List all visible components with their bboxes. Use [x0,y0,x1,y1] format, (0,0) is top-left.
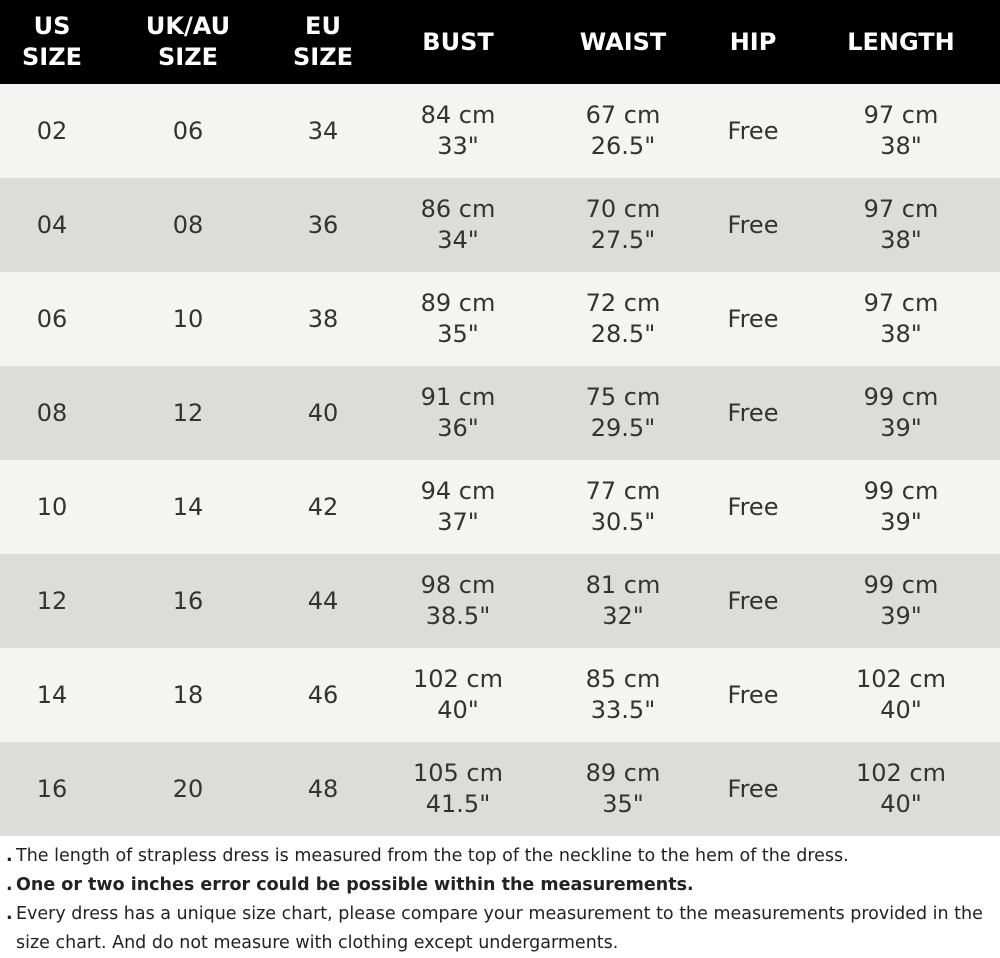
value-inch: 30.5" [590,508,656,536]
value-cm: 102 cm [855,759,946,787]
header-hip: HIP [729,27,777,56]
table-row [0,554,1000,648]
value-inch: 39" [880,602,922,630]
value-inch: 38" [880,226,922,254]
value-cm: 77 cm [585,477,661,505]
cell-uk-au-size: 08 [172,210,204,239]
header-waist: WAIST [579,27,667,56]
cell-bust [374,178,542,272]
value-inch: 40" [880,696,922,724]
value-inch: 39" [880,414,922,442]
table-row [0,648,1000,742]
cell-us-size: 02 [36,116,68,145]
value-inch: 38" [880,132,922,160]
cell-bust [374,554,542,648]
cell-eu-size: 44 [307,586,339,615]
value-inch: 41.5" [425,790,491,818]
value-cm: 70 cm [585,195,661,223]
value-inch: 38.5" [425,602,491,630]
cell-us-size: 12 [36,586,68,615]
note-text: Every dress has a unique size chart, please compare your measurement to the measurements provided in the size chart. And do not measure with clothing except undergarments. [16,904,983,953]
value-cm: 97 cm [863,195,939,223]
cell-waist [542,178,704,272]
cell-uk-au-size: 14 [172,492,204,521]
cell-hip: Free [727,398,779,427]
table-row [0,366,1000,460]
bullet: . [6,875,13,895]
cell-hip: Free [727,210,779,239]
cell-us-size: 08 [36,398,68,427]
value-cm: 97 cm [863,101,939,129]
cell-bust [374,648,542,742]
cell-length [802,366,1000,460]
value-inch: 34" [437,226,479,254]
header-us-size: US SIZE [21,12,82,71]
cell-eu-size: 38 [307,304,339,333]
cell-eu-size: 46 [307,680,339,709]
table-row [0,272,1000,366]
cell-length [802,648,1000,742]
value-inch: 40" [880,790,922,818]
value-inch: 38" [880,320,922,348]
value-inch: 29.5" [590,414,656,442]
cell-waist [542,460,704,554]
value-inch: 35" [602,790,644,818]
cell-waist [542,742,704,836]
note-strapless-length [6,842,996,871]
value-cm: 98 cm [420,571,496,599]
cell-hip: Free [727,586,779,615]
cell-bust [374,84,542,178]
header-uk-au-size: UK/AU SIZE [145,12,231,71]
value-inch: 33.5" [590,696,656,724]
cell-bust [374,460,542,554]
bullet: . [6,846,13,866]
cell-bust [374,742,542,836]
cell-waist [542,84,704,178]
cell-hip: Free [727,774,779,803]
value-cm: 102 cm [855,665,946,693]
value-cm: 99 cm [863,477,939,505]
cell-bust [374,366,542,460]
value-cm: 102 cm [412,665,503,693]
value-inch: 33" [437,132,479,160]
header-eu-size: EU SIZE [292,12,353,71]
value-inch: 28.5" [590,320,656,348]
cell-length [802,554,1000,648]
value-cm: 67 cm [585,101,661,129]
value-cm: 81 cm [585,571,661,599]
value-cm: 89 cm [420,289,496,317]
cell-eu-size: 40 [307,398,339,427]
table-row [0,178,1000,272]
cell-uk-au-size: 20 [172,774,204,803]
header-bust: BUST [422,27,494,56]
cell-us-size: 04 [36,210,68,239]
cell-bust [374,272,542,366]
value-cm: 99 cm [863,383,939,411]
value-inch: 37" [437,508,479,536]
cell-eu-size: 36 [307,210,339,239]
note-text: The length of strapless dress is measured from the top of the neckline to the hem of the dress. [16,846,849,866]
cell-us-size: 06 [36,304,68,333]
cell-us-size: 16 [36,774,68,803]
value-cm: 97 cm [863,289,939,317]
header-row [0,0,1000,84]
cell-length [802,84,1000,178]
table-row [0,742,1000,836]
value-cm: 99 cm [863,571,939,599]
note-compare-measurements [6,900,996,958]
value-cm: 94 cm [420,477,496,505]
cell-us-size: 14 [36,680,68,709]
value-inch: 36" [437,414,479,442]
cell-hip: Free [727,492,779,521]
value-inch: 40" [437,696,479,724]
table-row [0,84,1000,178]
value-cm: 85 cm [585,665,661,693]
value-cm: 89 cm [585,759,661,787]
cell-uk-au-size: 10 [172,304,204,333]
value-cm: 84 cm [420,101,496,129]
cell-uk-au-size: 06 [172,116,204,145]
cell-uk-au-size: 18 [172,680,204,709]
cell-uk-au-size: 12 [172,398,204,427]
cell-length [802,742,1000,836]
cell-length [802,272,1000,366]
cell-hip: Free [727,304,779,333]
value-inch: 32" [602,602,644,630]
cell-waist [542,554,704,648]
note-error-margin [6,871,996,900]
value-inch: 35" [437,320,479,348]
value-cm: 91 cm [420,383,496,411]
note-text: One or two inches error could be possible within the measurements. [16,875,694,895]
cell-uk-au-size: 16 [172,586,204,615]
header-length: LENGTH [847,27,955,56]
cell-waist [542,648,704,742]
value-inch: 27.5" [590,226,656,254]
table-row [0,460,1000,554]
value-cm: 105 cm [412,759,503,787]
bullet: . [6,904,13,924]
cell-us-size: 10 [36,492,68,521]
cell-eu-size: 42 [307,492,339,521]
cell-waist [542,272,704,366]
value-cm: 75 cm [585,383,661,411]
value-inch: 39" [880,508,922,536]
cell-waist [542,366,704,460]
cell-length [802,178,1000,272]
value-cm: 86 cm [420,195,496,223]
notes [6,842,996,958]
cell-length [802,460,1000,554]
value-inch: 26.5" [590,132,656,160]
cell-eu-size: 34 [307,116,339,145]
cell-hip: Free [727,116,779,145]
value-cm: 72 cm [585,289,661,317]
cell-hip: Free [727,680,779,709]
cell-eu-size: 48 [307,774,339,803]
